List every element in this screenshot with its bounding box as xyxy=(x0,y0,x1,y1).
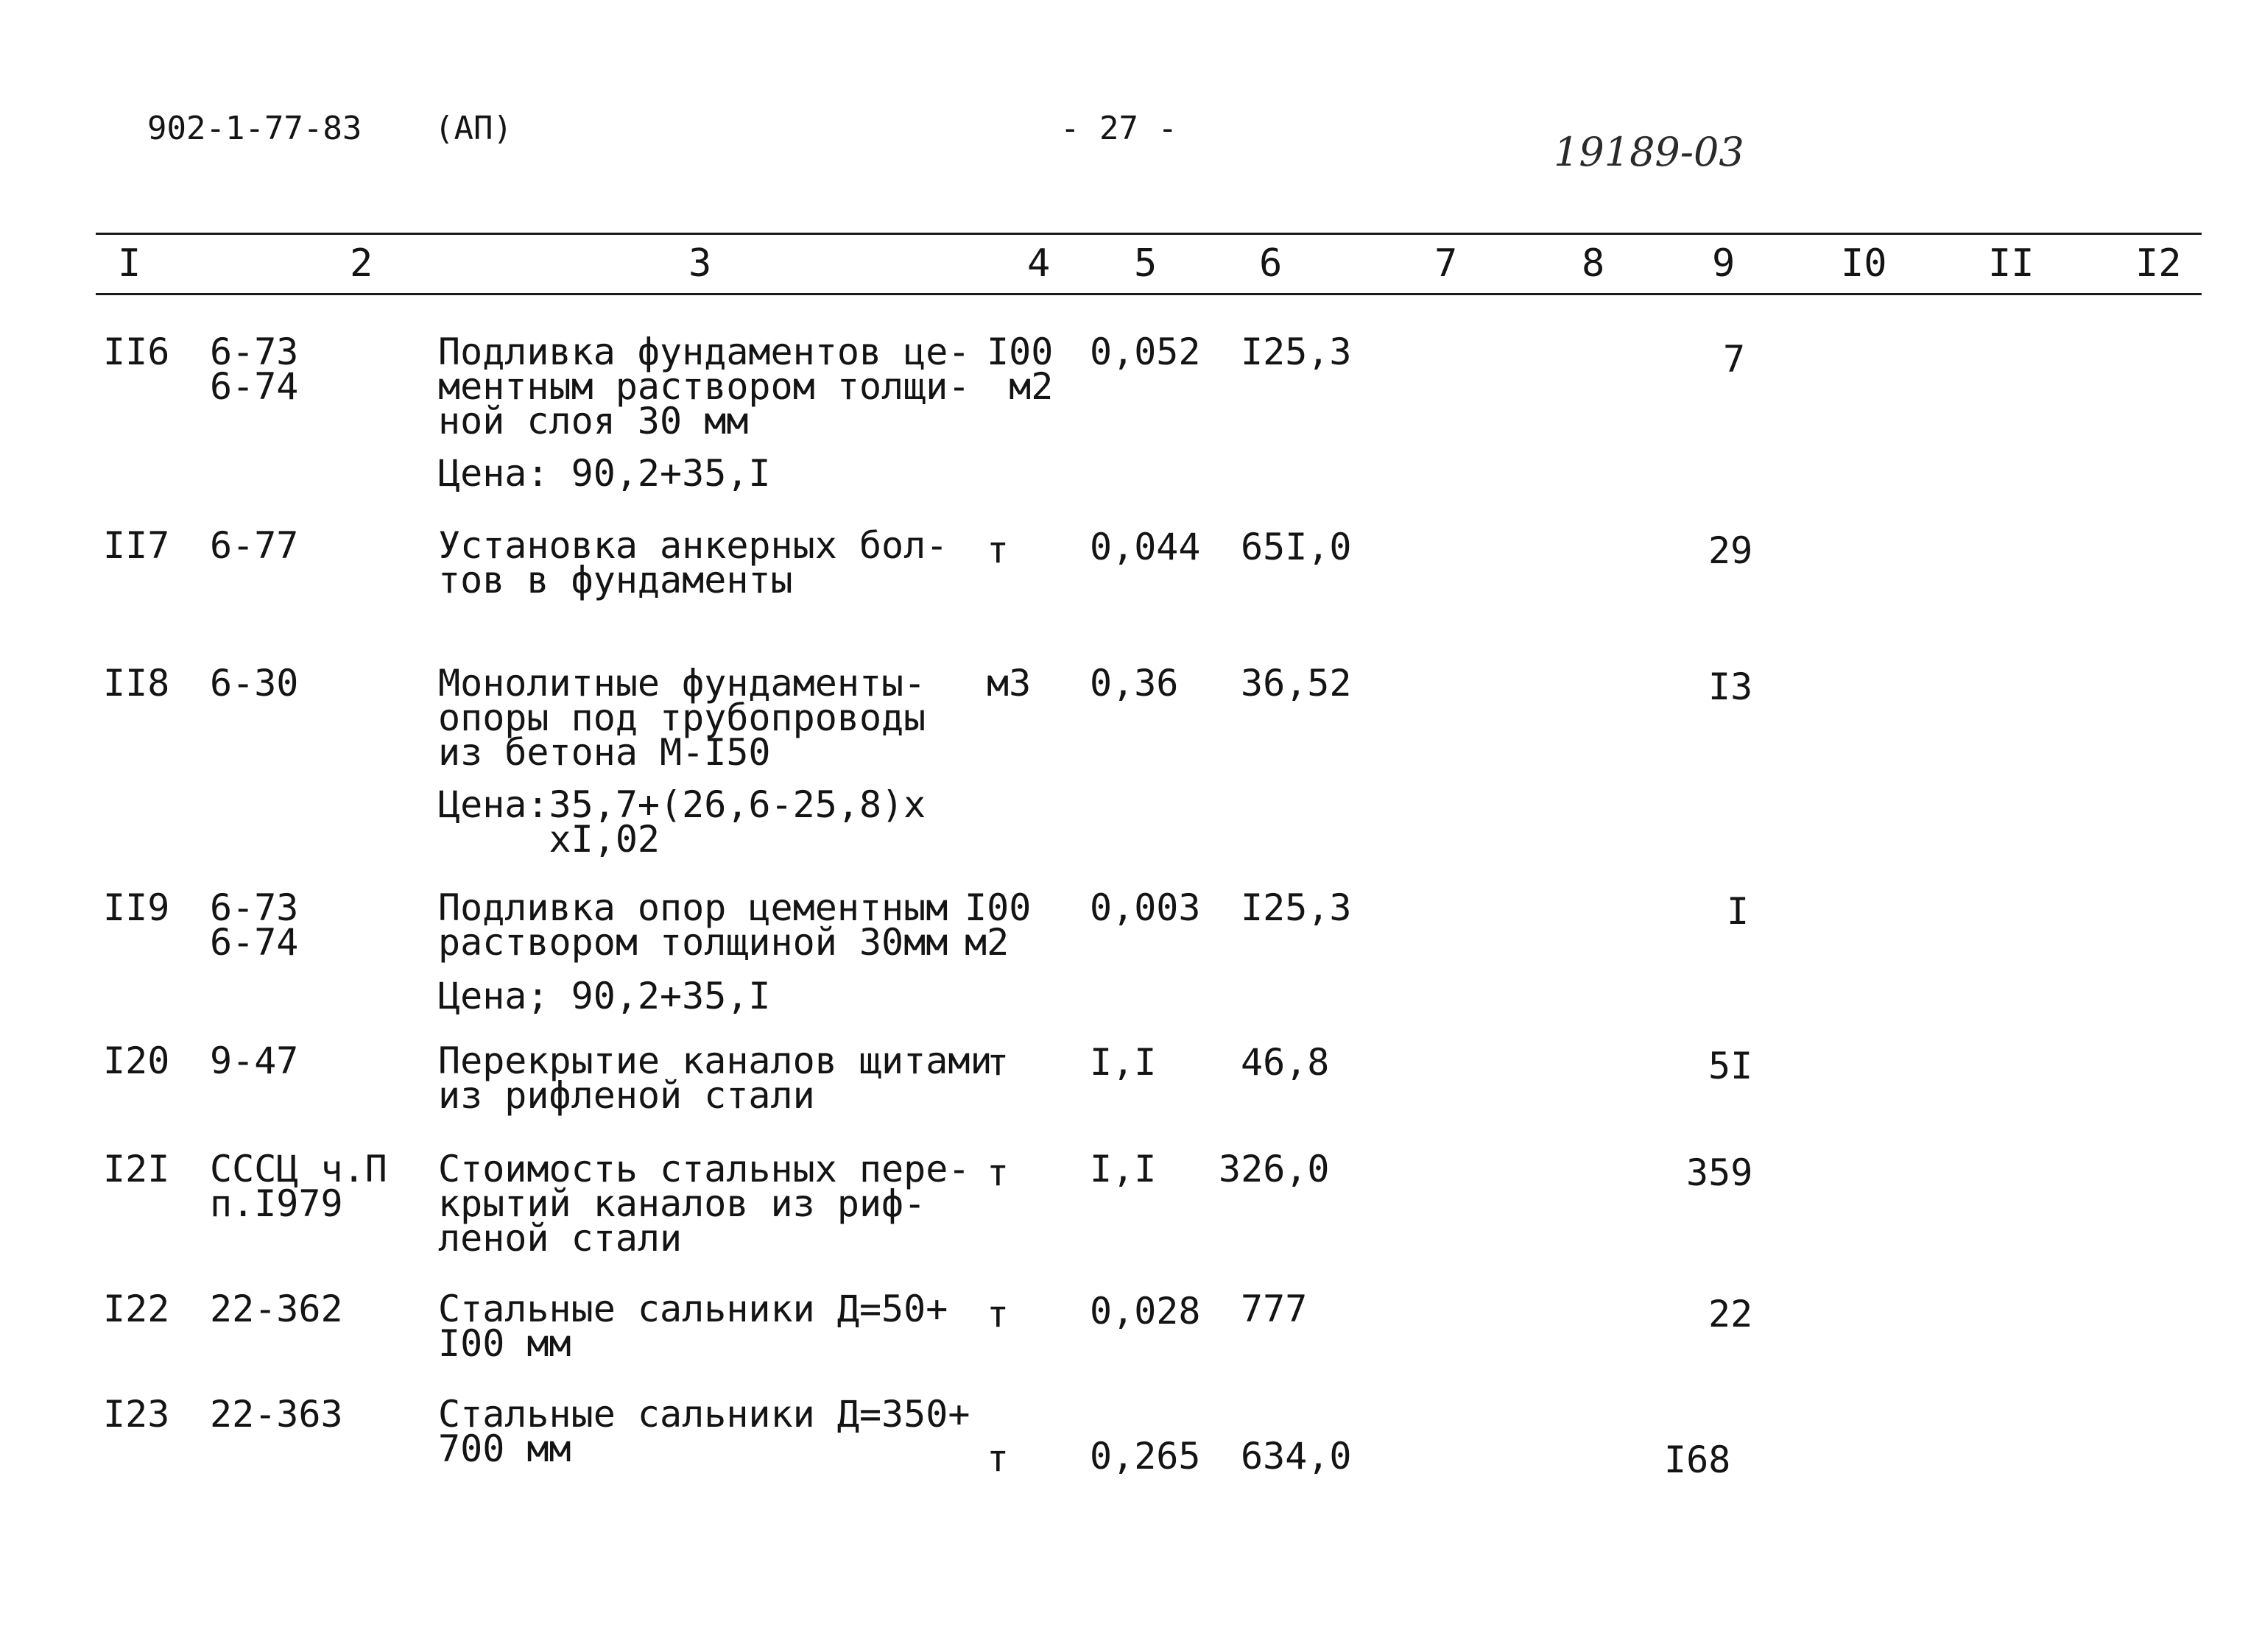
total-cost: 7 xyxy=(1723,338,1746,381)
work-name: Стоимость стальных пере- крытий каналов из риф- леной стали xyxy=(438,1148,970,1260)
row-number: I23 xyxy=(103,1393,170,1436)
unit: т xyxy=(987,1437,1010,1480)
total-cost: I3 xyxy=(1708,666,1753,708)
rate-code: СССЦ ч.П п.I979 xyxy=(210,1148,387,1225)
document-part: (АП) xyxy=(434,110,512,147)
page-mark: - 27 - xyxy=(1060,110,1177,147)
row-number: II8 xyxy=(103,662,170,705)
unit: т xyxy=(987,1293,1010,1335)
column-header-8: 8 xyxy=(1582,241,1605,286)
quantity: I,I xyxy=(1090,1041,1157,1084)
column-header-2: 2 xyxy=(350,241,373,286)
column-header-10: I0 xyxy=(1841,241,1887,286)
total-cost: 22 xyxy=(1708,1293,1753,1335)
unit-cost: 634,0 xyxy=(1241,1435,1352,1478)
work-name: Подливка фундаментов це- ментным раствором толщи- ной слоя 30 мм xyxy=(438,331,970,442)
quantity: 0,003 xyxy=(1090,886,1201,929)
row-number: II7 xyxy=(103,524,170,567)
unit: м3 xyxy=(987,662,1032,705)
unit-cost: I25,3 xyxy=(1241,886,1352,929)
column-header-7: 7 xyxy=(1434,241,1458,286)
column-header-9: 9 xyxy=(1712,241,1736,286)
column-header-11: II xyxy=(1988,241,2034,286)
column-header-6: 6 xyxy=(1259,241,1283,286)
column-header-12: I2 xyxy=(2135,241,2182,286)
rate-code: 6-30 xyxy=(210,662,299,705)
inventory-number: 19189-03 xyxy=(1554,129,1744,175)
unit: I00 м2 xyxy=(965,886,1032,964)
total-cost: 29 xyxy=(1708,529,1753,572)
column-header-4: 4 xyxy=(1027,241,1051,286)
total-cost: I xyxy=(1727,890,1750,933)
table-top-rule xyxy=(96,233,2202,235)
rate-code: 22-363 xyxy=(210,1393,343,1436)
price-note: Цена: 90,2+35,I xyxy=(438,452,771,495)
unit: т xyxy=(987,529,1010,571)
unit-cost: 36,52 xyxy=(1241,662,1352,705)
rate-code: 6-73 6-74 xyxy=(210,331,299,408)
unit: I00 м2 xyxy=(987,331,1054,408)
row-number: I22 xyxy=(103,1288,170,1330)
rate-code: 6-73 6-74 xyxy=(210,886,299,964)
quantity: 0,265 xyxy=(1090,1435,1201,1478)
unit-cost: 65I,0 xyxy=(1241,526,1352,568)
quantity: 0,052 xyxy=(1090,331,1201,373)
quantity: 0,36 xyxy=(1090,662,1179,705)
unit-cost: 46,8 xyxy=(1241,1041,1330,1084)
price-note: Цена; 90,2+35,I xyxy=(438,975,771,1017)
unit-cost: 777 xyxy=(1241,1288,1308,1330)
document-code: 902-1-77-83 xyxy=(147,110,362,147)
table-header-rule xyxy=(96,293,2202,295)
work-name: Перекрытие каналов щитами из рифленой стали xyxy=(438,1039,993,1117)
row-number: I20 xyxy=(103,1039,170,1082)
work-name: Стальные сальники Д=350+ 700 мм xyxy=(438,1393,970,1470)
total-cost: 5I xyxy=(1708,1045,1753,1087)
rate-code: 9-47 xyxy=(210,1039,299,1082)
total-cost: 359 xyxy=(1686,1151,1753,1194)
row-number: II9 xyxy=(103,886,170,929)
work-name: Монолитные фундаменты- опоры под трубопроводы из бетона М-I50 xyxy=(438,662,926,774)
column-header-1: I xyxy=(118,241,141,286)
unit-cost: 326,0 xyxy=(1219,1148,1330,1190)
total-cost: I68 xyxy=(1664,1439,1731,1481)
quantity: 0,044 xyxy=(1090,526,1201,568)
quantity: I,I xyxy=(1090,1148,1157,1190)
work-name: Подливка опор цементным раствором толщиной 30мм xyxy=(438,886,948,964)
unit: т xyxy=(987,1151,1010,1194)
rate-code: 6-77 xyxy=(210,524,299,567)
column-header-5: 5 xyxy=(1134,241,1158,286)
row-number: II6 xyxy=(103,331,170,373)
price-note: Цена:35,7+(26,6-25,8)х хI,02 xyxy=(438,783,926,861)
unit: т xyxy=(987,1041,1010,1084)
quantity: 0,028 xyxy=(1090,1290,1201,1332)
rate-code: 22-362 xyxy=(210,1288,343,1330)
work-name: Стальные сальники Д=50+ I00 мм xyxy=(438,1288,948,1365)
row-number: I2I xyxy=(103,1148,170,1190)
work-name: Установка анкерных бол- тов в фундаменты xyxy=(438,524,948,601)
column-header-3: 3 xyxy=(688,241,712,286)
unit-cost: I25,3 xyxy=(1241,331,1352,373)
